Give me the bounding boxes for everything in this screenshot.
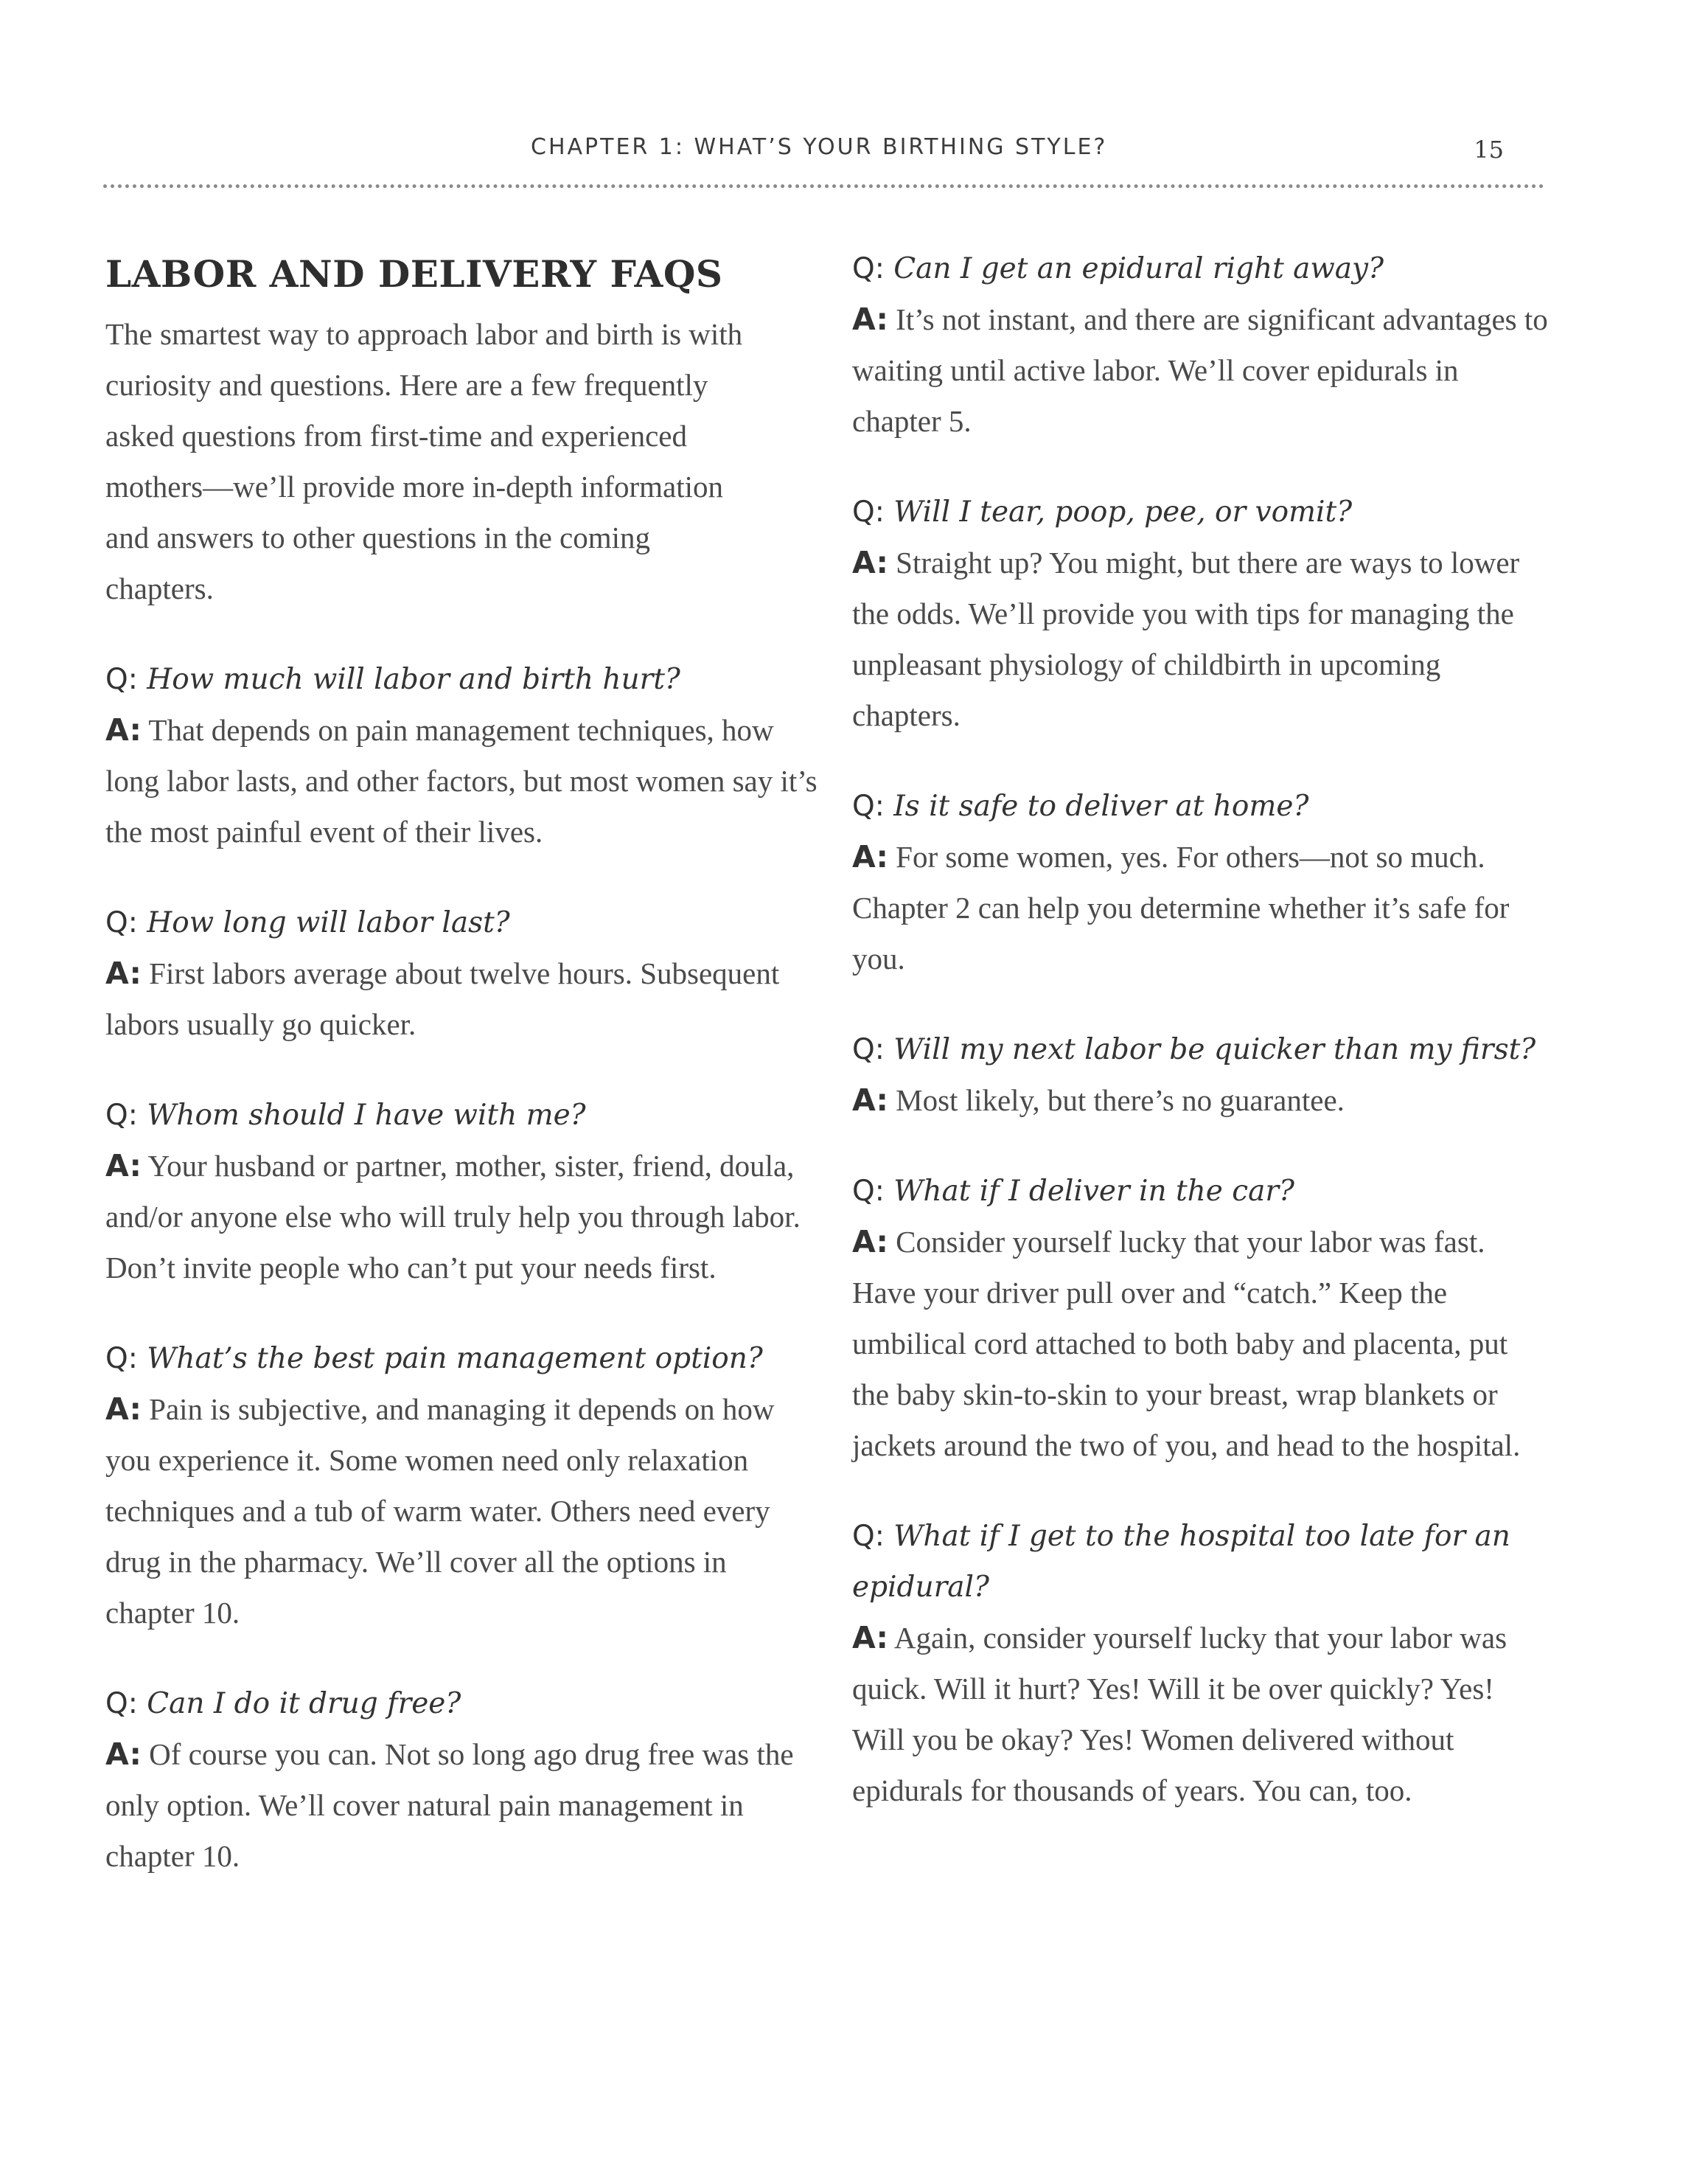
answer xyxy=(852,832,1549,984)
answer xyxy=(105,1729,820,1882)
running-header xyxy=(103,134,1541,178)
question-text: How long will labor last? xyxy=(147,906,510,939)
question xyxy=(105,1333,820,1384)
question xyxy=(852,781,1549,832)
answer-prefix: A: xyxy=(852,1620,888,1655)
intro-paragraph: The smartest way to approach labor and birth is with curiosity and questions. Here are a few frequently asked questions from first-time and experienced mothers—we’ll provide more in-depth information and answers to other questions in the coming chapters. xyxy=(105,317,743,605)
answer xyxy=(852,294,1549,447)
answer-text: Your husband or partner, mother, sister, friend, doula, and/or anyone else who will truly help you through labor. Don’t invite people who can’t put your needs first. xyxy=(105,1149,801,1284)
answer-text: It’s not instant, and there are significant advantages to waiting until active labor. We’ll cover epidurals in chapter 5. xyxy=(852,302,1548,438)
left-column xyxy=(105,243,820,1922)
faq-item xyxy=(105,1090,820,1293)
faq-item xyxy=(852,1024,1549,1126)
faq-item xyxy=(105,654,820,858)
question-text: What if I get to the hospital too late for an epidural? xyxy=(852,1520,1510,1604)
faq-item xyxy=(852,1511,1549,1816)
question xyxy=(105,654,820,705)
answer xyxy=(852,1217,1549,1471)
question-prefix: Q: xyxy=(852,496,885,529)
answer-prefix: A: xyxy=(852,1082,888,1118)
faq-item xyxy=(105,897,820,1050)
question-text: Can I do it drug free? xyxy=(147,1687,461,1720)
answer-prefix: A: xyxy=(852,839,888,875)
question-prefix: Q: xyxy=(105,906,138,939)
question-prefix: Q: xyxy=(105,1687,138,1720)
answer xyxy=(105,1141,820,1293)
answer-text: First labors average about twelve hours. Subsequent labors usually go quicker. xyxy=(105,956,780,1041)
question-text: Can I get an epidural right away? xyxy=(893,252,1384,285)
question-prefix: Q: xyxy=(852,1520,885,1553)
page-number: 15 xyxy=(1474,136,1504,164)
answer xyxy=(852,1613,1549,1816)
question-text: Whom should I have with me? xyxy=(147,1099,586,1132)
answer-prefix: A: xyxy=(105,1391,142,1427)
question-text: How much will labor and birth hurt? xyxy=(147,663,680,696)
question xyxy=(105,897,820,948)
answer-text: Most likely, but there’s no guarantee. xyxy=(896,1083,1345,1117)
question-text: What’s the best pain management option? xyxy=(147,1342,763,1375)
question-text: Is it safe to deliver at home? xyxy=(893,790,1309,823)
faq-item xyxy=(105,1678,820,1882)
answer-prefix: A: xyxy=(105,1736,142,1772)
answer xyxy=(105,1384,820,1638)
answer-text: That depends on pain management techniques, how long labor lasts, and other factors, but most women say it’s the most painful event of their lives. xyxy=(105,713,818,849)
answer-prefix: A: xyxy=(852,545,888,580)
question-prefix: Q: xyxy=(852,252,885,285)
question xyxy=(852,1166,1549,1217)
question-prefix: Q: xyxy=(852,1033,885,1066)
chapter-title: CHAPTER 1: WHAT’S YOUR BIRTHING STYLE? xyxy=(531,134,1108,160)
question-prefix: Q: xyxy=(852,1175,885,1208)
faq-item xyxy=(852,781,1549,984)
question-prefix: Q: xyxy=(852,790,885,823)
section-title: LABOR AND DELIVERY FAQS xyxy=(105,252,723,296)
answer xyxy=(105,705,820,858)
answer-text: Of course you can. Not so long ago drug free was the only option. We’ll cover natural pain management in chapter 10. xyxy=(105,1737,794,1873)
question-text: Will I tear, poop, pee, or vomit? xyxy=(893,496,1353,529)
answer xyxy=(105,948,820,1050)
question xyxy=(852,1511,1549,1613)
answer xyxy=(852,538,1549,741)
answer-prefix: A: xyxy=(852,1224,888,1259)
answer-text: Again, consider yourself lucky that your labor was quick. Will it hurt? Yes! Will it be over quickly? Yes! Will you be okay? Yes! Women delivered without epidurals for thousands of years. You can, too. xyxy=(852,1621,1507,1807)
question-text: What if I deliver in the car? xyxy=(893,1175,1294,1208)
answer-text: Consider yourself lucky that your labor was fast. Have your driver pull over and “catch.” Keep the umbilical cord attached to both baby and placenta, put the baby skin-to-skin to your breast, wrap blankets or jackets around the two of you, and head to the hospital. xyxy=(852,1225,1521,1462)
answer-prefix: A: xyxy=(105,1148,142,1183)
question-prefix: Q: xyxy=(105,1342,138,1375)
right-column xyxy=(852,243,1549,1856)
question xyxy=(105,1678,820,1729)
answer xyxy=(852,1075,1549,1126)
question xyxy=(852,487,1549,538)
faq-item xyxy=(852,243,1549,447)
faq-item xyxy=(852,1166,1549,1471)
faq-item xyxy=(852,487,1549,741)
answer-prefix: A: xyxy=(852,302,888,337)
question-text: Will my next labor be quicker than my first? xyxy=(893,1033,1536,1066)
answer-text: Straight up? You might, but there are ways to lower the odds. We’ll provide you with tips for managing the unpleasant physiology of childbirth in upcoming chapters. xyxy=(852,546,1520,732)
answer-text: Pain is subjective, and managing it depends on how you experience it. Some women need only relaxation techniques and a tub of warm water. Others need every drug in the pharmacy. We’ll cover all the options in chapter 10. xyxy=(105,1392,775,1630)
answer-prefix: A: xyxy=(105,956,142,991)
question-prefix: Q: xyxy=(105,1099,138,1132)
answer-text: For some women, yes. For others—not so much. Chapter 2 can help you determine whether it’s safe for you. xyxy=(852,840,1510,976)
question xyxy=(105,1090,820,1141)
question xyxy=(852,1024,1549,1075)
faq-item xyxy=(105,1333,820,1638)
answer-prefix: A: xyxy=(105,712,142,748)
question xyxy=(852,243,1549,294)
dotted-divider xyxy=(103,184,1544,188)
question-prefix: Q: xyxy=(105,663,138,696)
